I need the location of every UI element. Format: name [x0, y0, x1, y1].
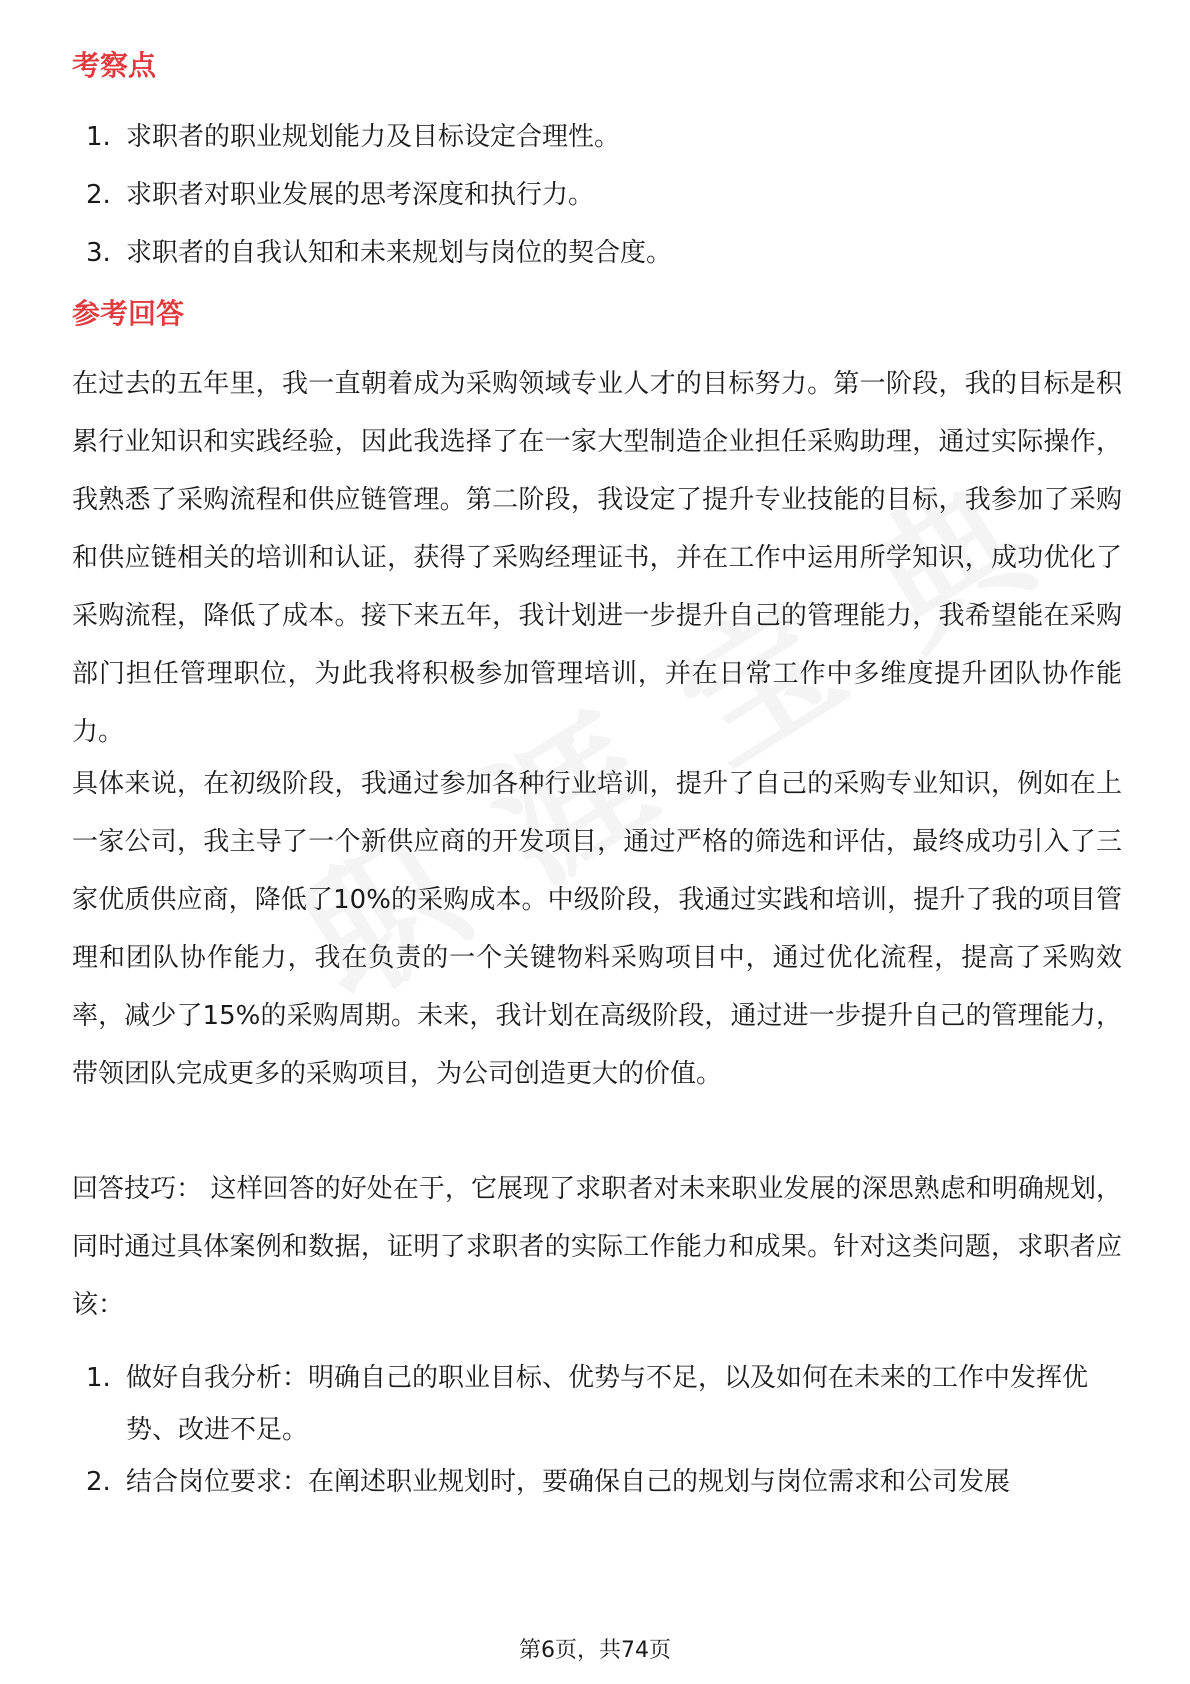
answer-paragraph: 具体来说，在初级阶段，我通过参加各种行业培训，提升了自己的采购专业知识，例如在上一家公司，我主导了一个新供应商的开发项目，通过严格的筛选和评估，最终成功引入了三家优质供应商，降低了10%的采购成本。中级阶段，我通过实践和培训，提升了我的项目管理和团队协作能力，我在负责的一个关键物料采购项目中，通过优化流程，提高了采购效率，减少了15%的采购周期。未来，我计划在高级阶段，通过进一步提升自己的管理能力，带领团队完成更多的采购项目，为公司创造更大的价值。	[72, 769, 1122, 1089]
points-list	[72, 108, 1122, 282]
tips-paragraph: 回答技巧： 这样回答的好处在于，它展现了求职者对未来职业发展的深思熟虑和明确规划，同时通过具体案例和数据，证明了求职者的实际工作能力和成果。针对这类问题，求职者应该：	[72, 1174, 1122, 1320]
tips-list	[72, 1352, 1122, 1508]
answer-heading: 参考回答	[72, 297, 185, 330]
page-number: 第6页，共74页	[519, 1638, 671, 1663]
points-heading: 考察点	[72, 49, 157, 82]
list-item: 3. 求职者的自我认知和未来规划与岗位的契合度。	[86, 238, 673, 268]
answer-paragraph: 在过去的五年里，我一直朝着成为采购领域专业人才的目标努力。第一阶段，我的目标是积累行业知识和实践经验，因此我选择了在一家大型制造企业担任采购助理，通过实际操作，我熟悉了采购流程和供应链管理。第二阶段，我设定了提升专业技能的目标，我参加了采购和供应链相关的培训和认证，获得了采购经理证书，并在工作中运用所学知识，成功优化了采购流程，降低了成本。接下来五年，我计划进一步提升自己的管理能力，我希望能在采购部门担任管理职位，为此我将积极参加管理培训，并在日常工作中多维度提升团队协作能力。	[72, 369, 1122, 747]
list-item: 1. 求职者的职业规划能力及目标设定合理性。	[86, 122, 621, 152]
list-item: 1. 做好自我分析：明确自己的职业目标、优势与不足，以及如何在未来的工作中发挥优势、改进不足。	[86, 1363, 1089, 1445]
list-item: 2. 求职者对职业发展的思考深度和执行力。	[86, 180, 595, 210]
list-item: 2. 结合岗位要求：在阐述职业规划时，要确保自己的规划与岗位需求和公司发展	[86, 1467, 1011, 1497]
